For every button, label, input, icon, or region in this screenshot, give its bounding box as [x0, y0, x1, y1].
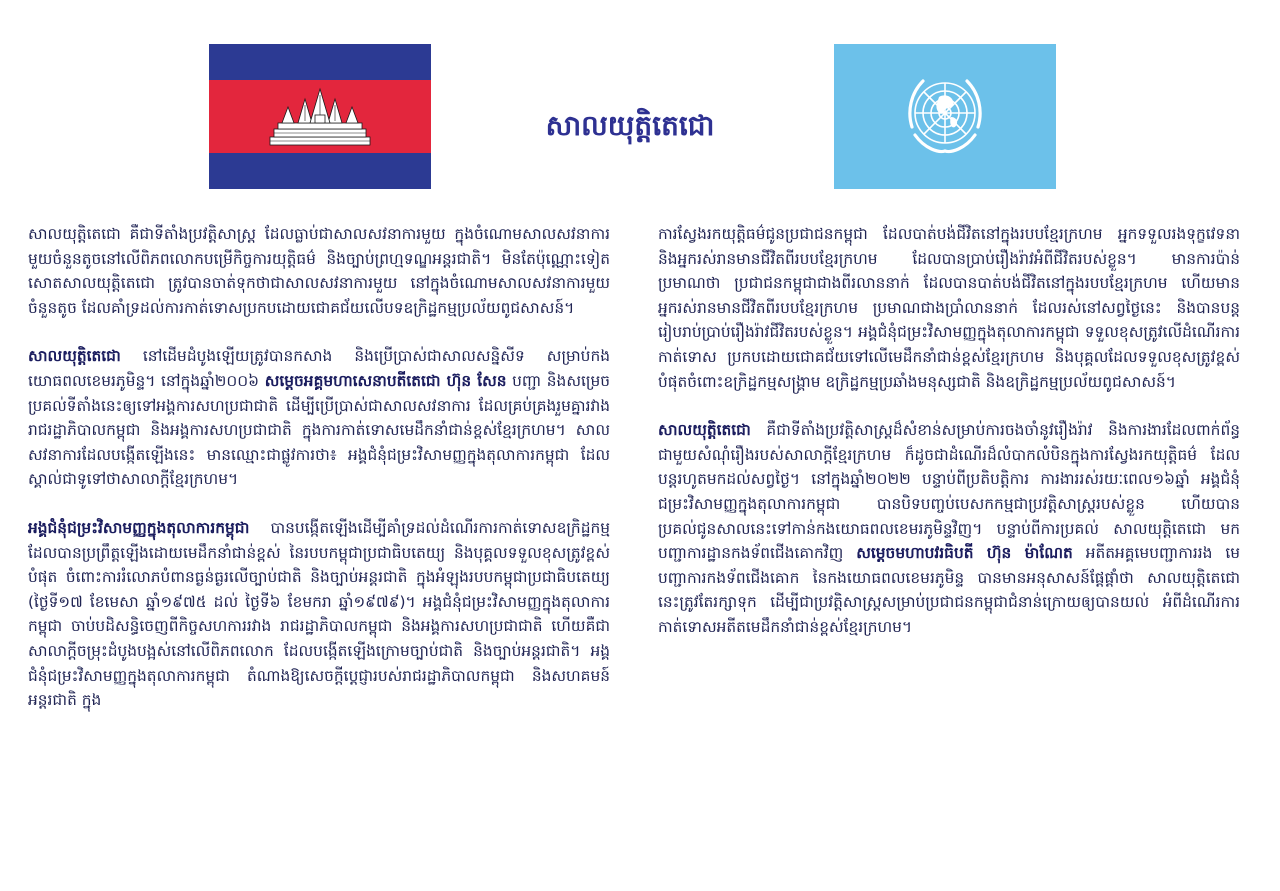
- paragraph-text: បានបង្កើតឡើងដើម្បីគាំទ្រដល់ដំណើរការកាត់ទោសឧក្រិដ្ឋកម្ម ដែលបានប្រព្រឹត្តឡើងដោយមេដឹកនាំជាន់ខ្ពស់ នៃរបបកម្ពុជាប្រជាធិបតេយ្យ និងបុគ្គលទទួលខុសត្រូវខ្ពស់បំផុត ចំពោះការរំលោភបំពានធ្ងន់ធ្ងរលើច្បាប់ជាតិ និងច្បាប់អន្តរជាតិ ក្នុងអំឡុងរបបកម្ពុជាប្រជាធិបតេយ្យ (ថ្ងៃទី១៧ ខែមេសា ឆ្នាំ១៩៧៥ ដល់ ថ្ងៃទី៦ ខែមករា ឆ្នាំ១៩៧៩)។ អង្គជំនុំជម្រះវិសាមញ្ញក្នុងតុលាការកម្ពុជា ចាប់បដិសន្ធិចេញពីកិច្ចសហការរវាង រាជរដ្ឋាភិបាលកម្ពុជា និងអង្គការសហប្រជាជាតិ ហើយគឺជាសាលាក្តីចម្រុះដំបូងបង្អស់នៅលើពិភពលោក ដែលបង្កើតឡើងក្រោមច្បាប់ជាតិ និងច្បាប់អន្តរជាតិ។ អង្គជំនុំជម្រះវិសាមញ្ញក្នុងតុលាការកម្ពុជា តំណាងឱ្យសេចក្តីប្តេជ្ញារបស់រាជរដ្ឋាភិបាលកម្ពុជា និងសហគមន៍អន្តរជាតិ ក្នុង: [28, 518, 610, 710]
- right-paragraph-2: [658, 418, 1240, 639]
- left-paragraph-3: [28, 516, 610, 713]
- paragraph-text: អតីតអគ្គមេបញ្ជាការរង មេបញ្ជាការកងទ័ពជើងគោក នៃកងយោធពលខេមរភូមិន្ទ បានមានអនុសាសន៍ផ្តែផ្តាំថា សាលយុត្តិតេជោ នេះត្រូវតែរក្សាទុក ដើម្បីជាប្រវត្តិសាស្ត្រសម្រាប់ប្រជាជនកម្ពុជាជំនាន់ក្រោយឲ្យបានយល់ អំពីដំណើរការកាត់ទោសអតីតមេដឹកនាំជាន់ខ្ពស់ខ្មែរក្រហម។: [658, 544, 1240, 636]
- left-paragraph-2: [28, 344, 610, 492]
- cambodia-flag: [209, 44, 431, 189]
- paragraph-text: ការស្វែងរកយុត្តិធម៌ជូនប្រជាជនកម្ពុជា ដែលបាត់បង់ជីវិតនៅក្នុងរបបខ្មែរក្រហម អ្នកទទួលរងទុក្ខវេទនា និងអ្នករស់រានមានជីវិតពីរបបខ្មែរក្រហម ដែលបានប្រាប់រឿងរ៉ាវអំពីជីវិតរបស់ខ្លួន។ មានការប៉ាន់ប្រមាណថា ប្រជាជនកម្ពុជាជាងពីរលាននាក់ ដែលបានបាត់បង់ជីវិតនៅក្នុងរបបខ្មែរក្រហម ហើយមានអ្នករស់រានមានជីវិតពីរបបខ្មែរក្រហម ប្រមាណជាងប្រាំលាននាក់ ដែលរស់នៅសព្វថ្ងៃនេះ និងបានបន្តរៀបរាប់ប្រាប់រឿងរ៉ាវជីវិតរបស់ខ្លួន។ អង្គជំនុំជម្រះវិសាមញ្ញក្នុងតុលាការកម្ពុជា ទទួលខុសត្រូវលើដំណើរការកាត់ទោស ប្រកបដោយជោគជ័យទៅលើមេដឹកនាំជាន់ខ្ពស់ខ្មែរក្រហម និងបុគ្គលដែលទទួលខុសត្រូវខ្ពស់បំផុតចំពោះឧក្រិដ្ឋកម្មសង្គ្រាម ឧក្រិដ្ឋកម្មប្រឆាំងមនុស្សជាតិ និងឧក្រិដ្ឋកម្មប្រល័យពូជសាសន៍។: [658, 225, 1240, 391]
- bold-term: សាលយុត្តិតេជោ: [658, 421, 751, 440]
- united-nations-flag: [834, 44, 1056, 189]
- page-title: សាលយុត្តិតេជោ: [545, 109, 715, 142]
- paragraph-text: នៅដើមដំបូងឡើយត្រូវបានកសាង និងប្រើប្រាស់ជាសាលសន្និសីទ សម្រាប់កងយោធពលខេមរភូមិន្ទ។ នៅក្នុងឆ្នាំ២០០៦: [28, 347, 610, 390]
- un-emblem-icon: [895, 67, 995, 167]
- left-paragraph-1: [28, 222, 610, 320]
- left-column: [28, 222, 610, 882]
- bold-name: សម្តេចមហាបវរធិបតី ហ៊ុន ម៉ាណែត: [856, 544, 1073, 563]
- bold-term: អង្គជំនុំជម្រះវិសាមញ្ញក្នុងតុលាការកម្ពុជា: [28, 518, 250, 537]
- bold-name: សម្តេចអគ្គមហាសេនាបតីតេជោ ហ៊ុន សែន: [264, 371, 507, 390]
- paragraph-text: បញ្ជា និងសម្រេចប្រគល់ទីតាំងនេះឲ្យទៅអង្គការសហប្រជាជាតិ ដើម្បីប្រើប្រាស់ជាសាលសវនាការ ដែលគ្រប់គ្រងរួមគ្នារវាងរាជរដ្ឋាភិបាលកម្ពុជា និងអង្គការសហប្រជាជាតិ ក្នុងការកាត់ទោសមេដឹកនាំជាន់ខ្ពស់ខ្មែរក្រហម។ សាលសវនាការដែលបង្កើតឡើងនេះ មានឈ្មោះជាផ្លូវការថា៖ អង្គជំនុំជម្រះវិសាមញ្ញក្នុងតុលាការកម្ពុជា ដែលស្គាល់ជាទូទៅថាសាលាក្តីខ្មែរក្រហម។: [28, 371, 610, 489]
- paragraph-text: គឺជាទីតាំងប្រវត្តិសាស្ត្រដ៏សំខាន់សម្រាប់ការចងចាំនូវរឿងរ៉ាវ និងការងារដែលពាក់ព័ន្ធជាមួយសំណុំរឿងរបស់សាលាក្តីខ្មែរក្រហម ក៏ដូចជាដំណើរដ៏លំបាកលំបិនក្នុងការស្វែងរកយុត្តិធម៌ ដែលបន្តរហូតមកដល់សព្វថ្ងៃ។ នៅក្នុងឆ្នាំ២០២២ បន្ទាប់ពីប្រតិបត្តិការ ការងាររស់រយៈពេល១៦ឆ្នាំ អង្គជំនុំជម្រះវិសាមញ្ញក្នុងតុលាការកម្ពុជា បានបិទបញ្ចប់បេសកកម្មជាប្រវត្តិសាស្ត្ររបស់ខ្លួន ហើយបានប្រគល់ជូនសាលនេះទៅកាន់កងយោធពលខេមរភូមិន្ទវិញ។ បន្ទាប់ពីការប្រគល់ សាលយុត្តិតេជោ មកបញ្ជាការដ្ឋានកងទ័ពជើងគោកវិញ: [658, 421, 1240, 563]
- bold-term: សាលយុត្តិតេជោ: [28, 347, 121, 366]
- right-column: [658, 222, 1240, 862]
- flag-band-blue-top: [209, 44, 431, 80]
- right-paragraph-1: [658, 222, 1240, 394]
- flag-band-blue-bottom: [209, 153, 431, 189]
- angkor-wat-icon: [268, 87, 372, 147]
- paragraph-text: សាលយុត្តិតេជោ គឺជាទីតាំងប្រវត្តិសាស្ត្រ ដែលធ្លាប់ជាសាលសវនាការមួយ ក្នុងចំណោមសាលសវនាការមួយចំនួនតូចនៅលើពិភពលោកបម្រើកិច្ចការយុត្តិធម៌ និងច្បាប់ព្រហ្មទណ្ឌអន្តរជាតិ។ មិនតែប៉ុណ្ណោះទៀតសោតសាលយុត្តិតេជោ ត្រូវបានចាត់ទុកថាជាសាលសវនាការមួយ នៅក្នុងចំណោមសាលសវនាការមួយចំនួនតូច ដែលគាំទ្រដល់ការកាត់ទោសប្រកបដោយជោគជ័យលើបទឧក្រិដ្ឋកម្មប្រល័យពូជសាសន៍។: [28, 225, 610, 317]
